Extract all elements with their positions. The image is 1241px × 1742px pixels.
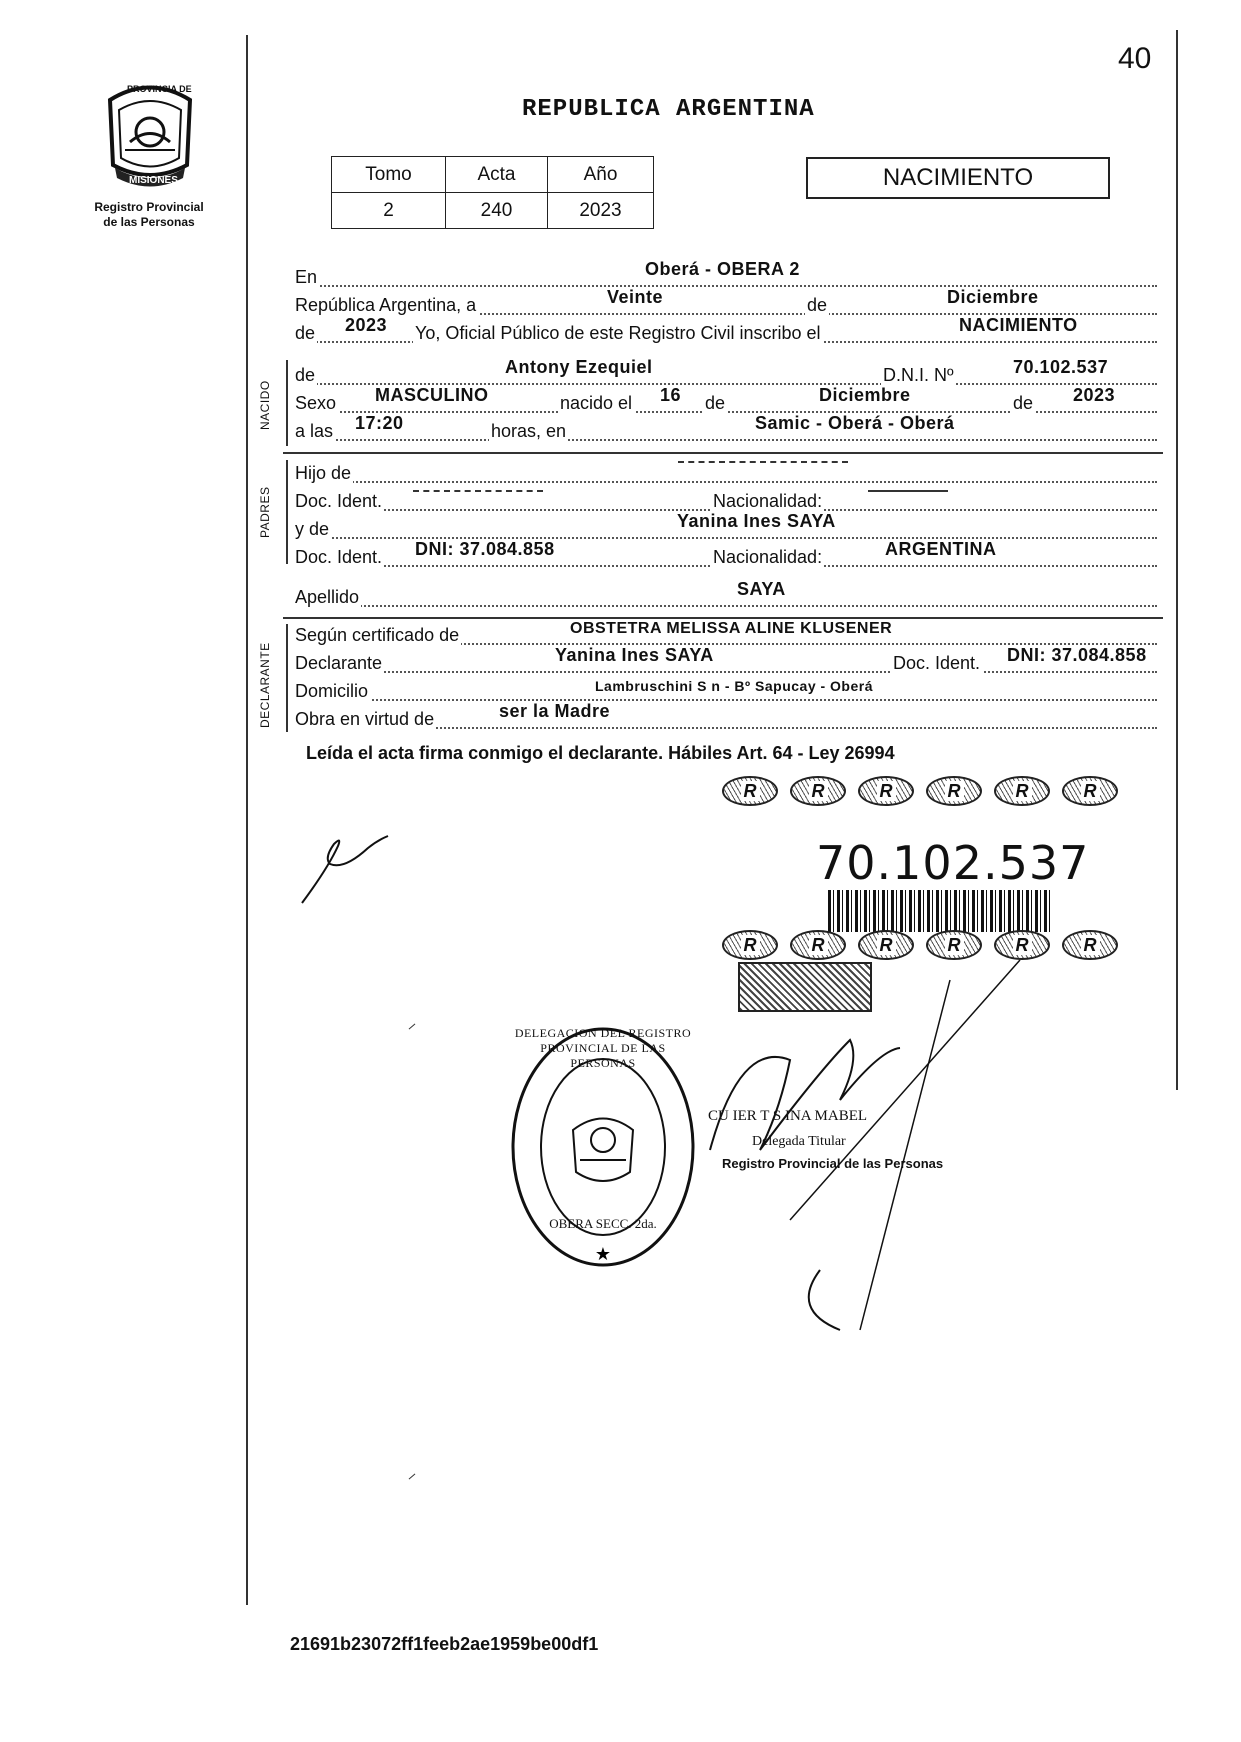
certificate-value: OBSTETRA MELISSA ALINE KLUSENER	[570, 620, 893, 637]
row-declarante	[293, 645, 1157, 678]
dni-label: D.N.I. Nº	[883, 365, 954, 385]
side-label-declarante: DECLARANTE	[258, 642, 272, 728]
org-name-line1: Registro Provincial	[94, 200, 204, 214]
en-label: En	[295, 267, 318, 287]
row-apellido	[293, 579, 1157, 612]
de-nombre-label: de	[295, 365, 316, 385]
signer-role: Delegada Titular	[752, 1134, 846, 1149]
row-hora	[293, 413, 1157, 446]
security-mark: R	[858, 776, 914, 806]
mother-name-value: Yanina Ines SAYA	[677, 511, 836, 531]
decl-doc-label: Doc. Ident.	[893, 653, 981, 673]
section-divider	[286, 460, 288, 564]
page-number: 40	[1118, 42, 1152, 75]
svg-text:★: ★	[594, 1244, 612, 1265]
security-mark: R	[790, 930, 846, 960]
country-title: REPUBLICA ARGENTINA	[522, 96, 815, 123]
sex-value: MASCULINO	[375, 385, 489, 405]
nacido-de-label: de	[705, 393, 726, 413]
row-obra	[293, 701, 1157, 734]
security-mark: R	[926, 930, 982, 960]
place-value: Oberá - OBERA 2	[645, 259, 800, 279]
security-mark: R	[790, 776, 846, 806]
row-domicilio	[293, 676, 1157, 706]
nacido-de2-label: de	[1013, 393, 1034, 413]
section-divider	[286, 360, 288, 446]
horas-label: horas, en	[491, 421, 567, 441]
declarant-doc-value: DNI: 37.084.858	[1007, 645, 1147, 665]
row-sexo	[293, 385, 1157, 418]
security-mark: R	[722, 776, 778, 806]
surname-value: SAYA	[737, 579, 786, 599]
republica-label: República Argentina, a	[295, 295, 477, 315]
table-header: Tomo	[332, 157, 446, 193]
row-inscribo	[293, 315, 1157, 348]
logo-ring-text: PROVINCIA DE	[127, 84, 192, 94]
table-cell-acta: 240	[446, 193, 548, 229]
capacity-value: ser la Madre	[499, 701, 611, 721]
right-margin-line	[1176, 30, 1178, 1090]
redacted-line	[413, 490, 543, 492]
birth-day-value: 16	[660, 385, 682, 405]
security-mark: R	[926, 776, 982, 806]
mother-doc-value: DNI: 37.084.858	[415, 539, 555, 559]
birth-month-value: Diciembre	[819, 385, 911, 405]
closing-statement: Leída el acta firma conmigo el declarante. Hábiles Art. 64 - Ley 26994	[306, 743, 895, 763]
de-label: de	[807, 295, 828, 315]
inscribo-text: Yo, Oficial Público de este Registro Civil inscribo el	[415, 323, 821, 343]
day-text-value: Veinte	[607, 287, 664, 307]
redacted-line	[678, 461, 848, 463]
year-value: 2023	[345, 315, 388, 335]
month-value: Diciembre	[947, 287, 1039, 307]
register-table	[331, 156, 654, 229]
stamp-inner-text: OBERA SECC. 2da.	[549, 1216, 657, 1231]
side-label-padres: PADRES	[258, 486, 272, 538]
document-hash: 21691b23072ff1feeb2ae1959be00df1	[290, 1634, 599, 1654]
row-hijo	[293, 458, 1157, 488]
declarant-value: Yanina Ines SAYA	[555, 645, 714, 665]
redacted-line	[868, 490, 948, 492]
doc2-label: Doc. Ident.	[295, 547, 383, 567]
declarante-label: Declarante	[295, 653, 383, 673]
sexo-label: Sexo	[295, 393, 337, 413]
official-signature	[700, 950, 1030, 1340]
security-mark: R	[858, 930, 914, 960]
signer-name: CU IER T S INA MABEL	[708, 1108, 868, 1124]
table-header: Acta	[446, 157, 548, 193]
org-name-line2: de las Personas	[103, 215, 195, 229]
tick-mark	[409, 1024, 416, 1030]
domicilio-label: Domicilio	[295, 681, 369, 701]
a-las-label: a las	[295, 421, 334, 441]
dni-value: 70.102.537	[1013, 357, 1109, 377]
inscribo-value: NACIMIENTO	[959, 315, 1078, 335]
side-label-nacido: NACIDO	[258, 380, 272, 430]
logo-banner-text: MISIONES	[129, 175, 178, 186]
security-mark: R	[722, 930, 778, 960]
yde-label: y de	[295, 519, 330, 539]
apellido-label: Apellido	[295, 587, 360, 607]
security-mark: R	[1062, 776, 1118, 806]
security-band-top	[722, 776, 1118, 806]
address-value: Lambruschini S n - Bº Sapucay - Oberá	[595, 678, 874, 694]
nac1-label: Nacionalidad:	[713, 491, 823, 511]
official-stamp	[508, 1022, 698, 1272]
security-mark: R	[994, 930, 1050, 960]
name-value: Antony Ezequiel	[505, 357, 653, 377]
signer-org: Registro Provincial de las Personas	[722, 1156, 944, 1171]
nac2-label: Nacionalidad:	[713, 547, 823, 567]
birth-place-value: Samic - Oberá - Oberá	[755, 413, 955, 433]
section-separator	[283, 452, 1163, 454]
initials-signature	[298, 828, 398, 908]
tick-mark	[409, 1474, 416, 1480]
stamp-ring-text: DELEGACION DEL REGISTRO PROVINCIAL DE LAS PERSONAS	[514, 1026, 692, 1070]
row-doc2	[293, 539, 1157, 572]
table-cell-tomo: 2	[332, 193, 446, 229]
left-margin-line	[246, 35, 248, 1605]
mother-nationality-value: ARGENTINA	[885, 539, 997, 559]
section-divider	[286, 624, 288, 732]
barcode	[828, 890, 1052, 932]
hijo-label: Hijo de	[295, 463, 352, 483]
table-header: Año	[548, 157, 654, 193]
nacido-label: nacido el	[560, 393, 633, 413]
record-type-box: NACIMIENTO	[806, 157, 1110, 199]
section-separator	[283, 617, 1163, 619]
anio-prefix: de	[295, 323, 316, 343]
barcode-number: 70.102.537	[816, 836, 1090, 890]
birth-year-value: 2023	[1073, 385, 1116, 405]
doc1-label: Doc. Ident.	[295, 491, 383, 511]
security-mark: R	[994, 776, 1050, 806]
hour-value: 17:20	[355, 413, 404, 433]
province-logo	[95, 80, 205, 192]
obra-label: Obra en virtud de	[295, 709, 435, 729]
table-cell-anio: 2023	[548, 193, 654, 229]
certificado-label: Según certificado de	[295, 625, 460, 645]
security-mark: R	[1062, 930, 1118, 960]
